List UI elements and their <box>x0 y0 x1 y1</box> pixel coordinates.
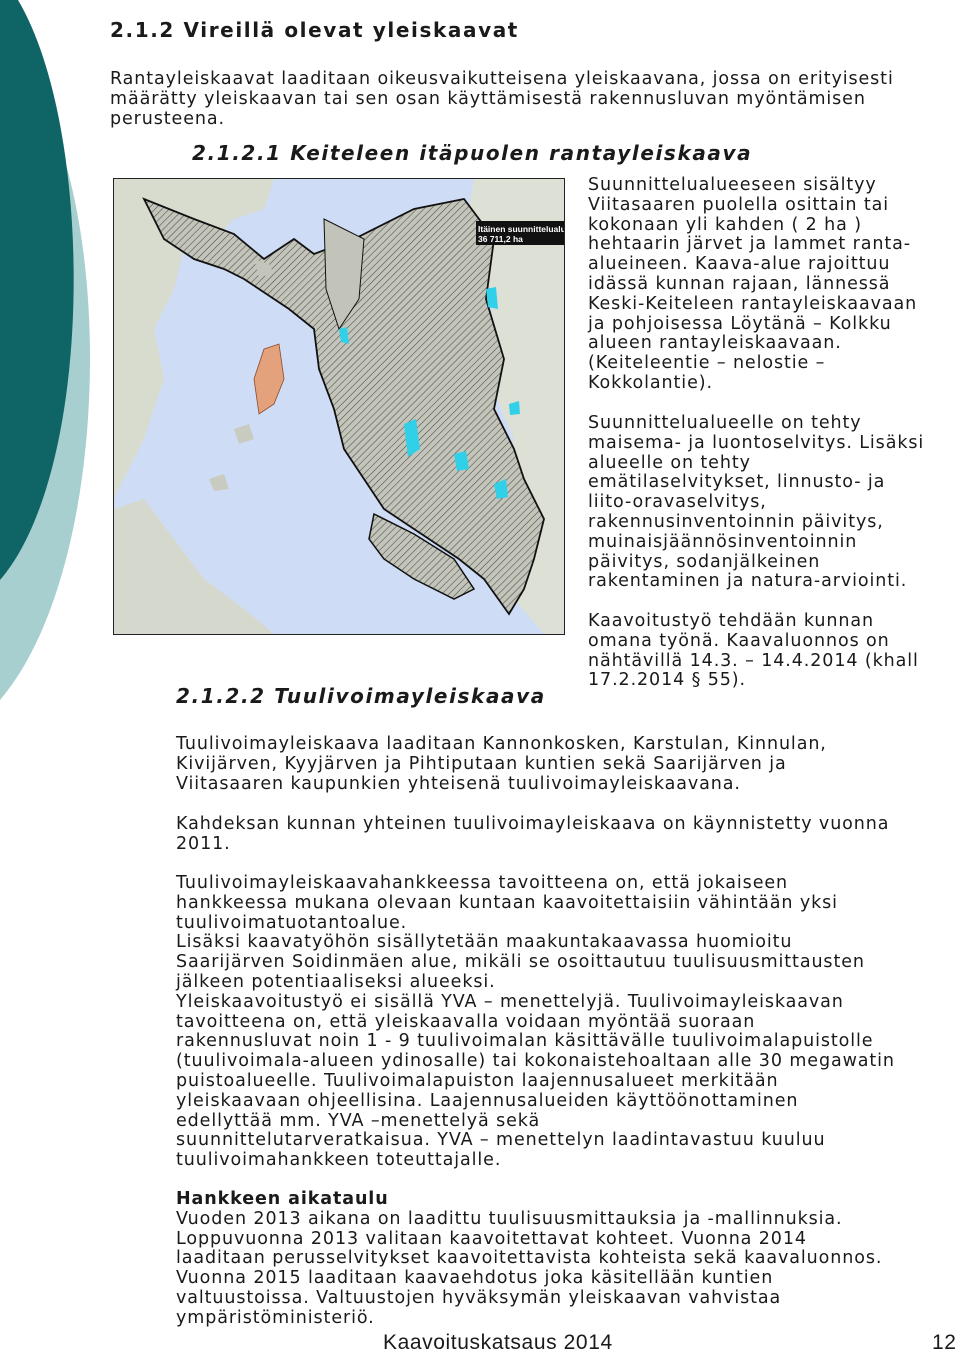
body-line: Loppuvuonna 2013 valitaan kaavoitettavat kohteet. Vuonna 2014 <box>176 1228 807 1249</box>
planning-area-map <box>113 178 565 635</box>
side-paragraph-area <box>588 176 917 394</box>
body-line: Kivijärven, Kyyjärven ja Pihtiputaan kuntien sekä Saarijärven ja <box>176 753 787 774</box>
side-line: rakennusinventoinnin päivitys, <box>588 511 884 532</box>
body-line: Viitasaaren kaupunkien yhteisenä tuulivoimayleiskaavana. <box>176 773 741 794</box>
side-line: Kaavoitustyö tehdään kunnan <box>588 611 875 631</box>
body-line: suunnittelutarveratkaisua. YVA – menettelyn laadintavastuu kuuluu <box>176 1130 826 1151</box>
side-paragraph-schedule <box>588 612 919 691</box>
side-line: Kokkolantie). <box>588 372 713 393</box>
footer-title: Kaavoituskatsaus 2014 <box>383 1331 613 1354</box>
side-line: emätilaselvitykset, linnusto- ja <box>588 472 886 493</box>
schedule-section <box>176 1190 882 1329</box>
side-line: Suunnittelualueelle on tehty <box>588 413 862 433</box>
heading-vireilla-olevat-yleiskaavat: 2.1.2 Vireillä olevat yleiskaavat <box>110 18 519 42</box>
side-line: liito-oravaselvitys, <box>588 492 767 513</box>
side-line: nähtävillä 14.3. – 14.4.2014 (khall <box>588 650 919 671</box>
intro-line: perusteena. <box>110 108 225 129</box>
intro-line: Rantayleiskaavat laaditaan oikeusvaikutteisena yleiskaavana, jossa on erityisesti <box>110 69 894 89</box>
heading-keiteleen-itapuolen-rantayleiskaava: 2.1.2.1 Keiteleen itäpuolen rantayleiskaava <box>192 141 753 165</box>
body-line: rakennusluvat noin 1 - 9 tuulivoimalan käsittävälle tuulivoimalapuistolle <box>176 1031 874 1052</box>
schedule-title: Hankkeen aikataulu <box>176 1189 389 1209</box>
side-line: rakentaminen ja natura-arviointi. <box>588 571 908 592</box>
side-line: kokonaan yli kahden ( 2 ha ) <box>588 214 862 235</box>
body-line: tuulivoimahankkeen toteuttajalle. <box>176 1150 502 1171</box>
side-line: idässä kunnan rajaan, lännessä <box>588 273 891 294</box>
tuuli-paragraph-2 <box>176 815 889 855</box>
side-paragraph-surveys <box>588 414 924 592</box>
body-line: tavoitteena on, että yleiskaavalla voidaan myöntää suoraan <box>176 1011 756 1032</box>
body-line: edellyttää mm. YVA –menettelyä sekä <box>176 1110 541 1131</box>
body-line: tuulivoimatuotantoalue. <box>176 912 408 933</box>
body-line: Saarijärven Soidinmäen alue, mikäli se osoittautuu tuulisuusmittausten <box>176 952 865 973</box>
body-line: jälkeen potentiaaliseksi alueeksi. <box>176 971 496 992</box>
side-line: Viitasaaren puolella osittain tai <box>588 194 890 215</box>
body-line: Vuoden 2013 aikana on laadittu tuulisuusmittauksia ja -mallinnuksia. <box>176 1208 843 1229</box>
side-line: muinaisjäännösinventoinnin <box>588 531 858 552</box>
side-line: alueelle on tehty <box>588 452 751 473</box>
tuuli-paragraph-3 <box>176 874 895 1171</box>
body-line: Tuulivoimayleiskaava laaditaan Kannonkosken, Karstulan, Kinnulan, <box>176 734 827 754</box>
body-line: laaditaan perusselvitykset kaavoitettavista kohteista sekä kaavaluonnos. <box>176 1248 883 1269</box>
body-line: valtuustoissa. Valtuustojen hyväksymän yleiskaavan vahvistaa <box>176 1287 782 1308</box>
decorative-side-arcs <box>0 0 120 720</box>
heading-tuulivoimayleiskaava: 2.1.2.2 Tuulivoimayleiskaava <box>176 684 546 708</box>
footer-page-number: 12 <box>932 1331 957 1354</box>
body-line: puistoalueelle. Tuulivoimalapuiston laajennusalueet merkitään <box>176 1070 779 1091</box>
intro-paragraph <box>110 70 894 129</box>
side-line: maisema- ja luontoselvitys. Lisäksi <box>588 432 925 453</box>
body-line: (tuulivoimala-alueen ydinosalle) tai kokonaistehoaltaan alle 30 megawatin <box>176 1051 895 1072</box>
side-line: (Keiteleentie – nelostie – <box>588 353 826 374</box>
side-line: alueen rantayleiskaavaan. <box>588 333 842 354</box>
side-line: omana työnä. Kaavaluonnos on <box>588 630 890 651</box>
intro-line: määrätty yleiskaavan tai sen osan käyttämisestä rakennusluvan myöntämisen <box>110 88 866 109</box>
side-line: päivitys, sodanjälkeinen <box>588 551 821 572</box>
side-line: hehtaarin järvet ja lammet ranta- <box>588 234 911 255</box>
map-graphic <box>114 179 564 634</box>
body-line: Yleiskaavoitustyö ei sisällä YVA – menettelyjä. Tuulivoimayleiskaavan <box>176 991 844 1012</box>
body-line: Lisäksi kaavatyöhön sisällytetään maakuntakaavassa huomioitu <box>176 932 793 953</box>
side-line: Keski-Keiteleen rantayleiskaavaan <box>588 293 918 314</box>
side-line: alueineen. Kaava-alue rajoittuu <box>588 254 891 275</box>
body-line: ympäristöministeriö. <box>176 1307 375 1328</box>
side-line: Suunnittelualueeseen sisältyy <box>588 175 877 195</box>
map-label-line-2: 36 711,2 ha <box>478 234 523 244</box>
body-line: Tuulivoimayleiskaavahankkeessa tavoitteena on, että jokaiseen <box>176 873 789 893</box>
body-line: 2011. <box>176 833 231 854</box>
side-line: ja pohjoisessa Löytänä – Kolkku <box>588 313 892 334</box>
body-line: yleiskaavaan ohjeellisina. Laajennusalueiden käyttöönottaminen <box>176 1090 799 1111</box>
body-line: Kahdeksan kunnan yhteinen tuulivoimayleiskaava on käynnistetty vuonna <box>176 814 890 834</box>
body-line: Vuonna 2015 laaditaan kaavaehdotus joka käsitellään kuntien <box>176 1268 774 1289</box>
side-line: 17.2.2014 § 55). <box>588 670 746 691</box>
map-label-line-1: Itäinen suunnittelualue <box>478 224 564 234</box>
tuuli-paragraph-1 <box>176 735 827 794</box>
body-line: hankkeessa mukana olevaan kuntaan kaavoitettaisiin vähintään yksi <box>176 892 838 913</box>
